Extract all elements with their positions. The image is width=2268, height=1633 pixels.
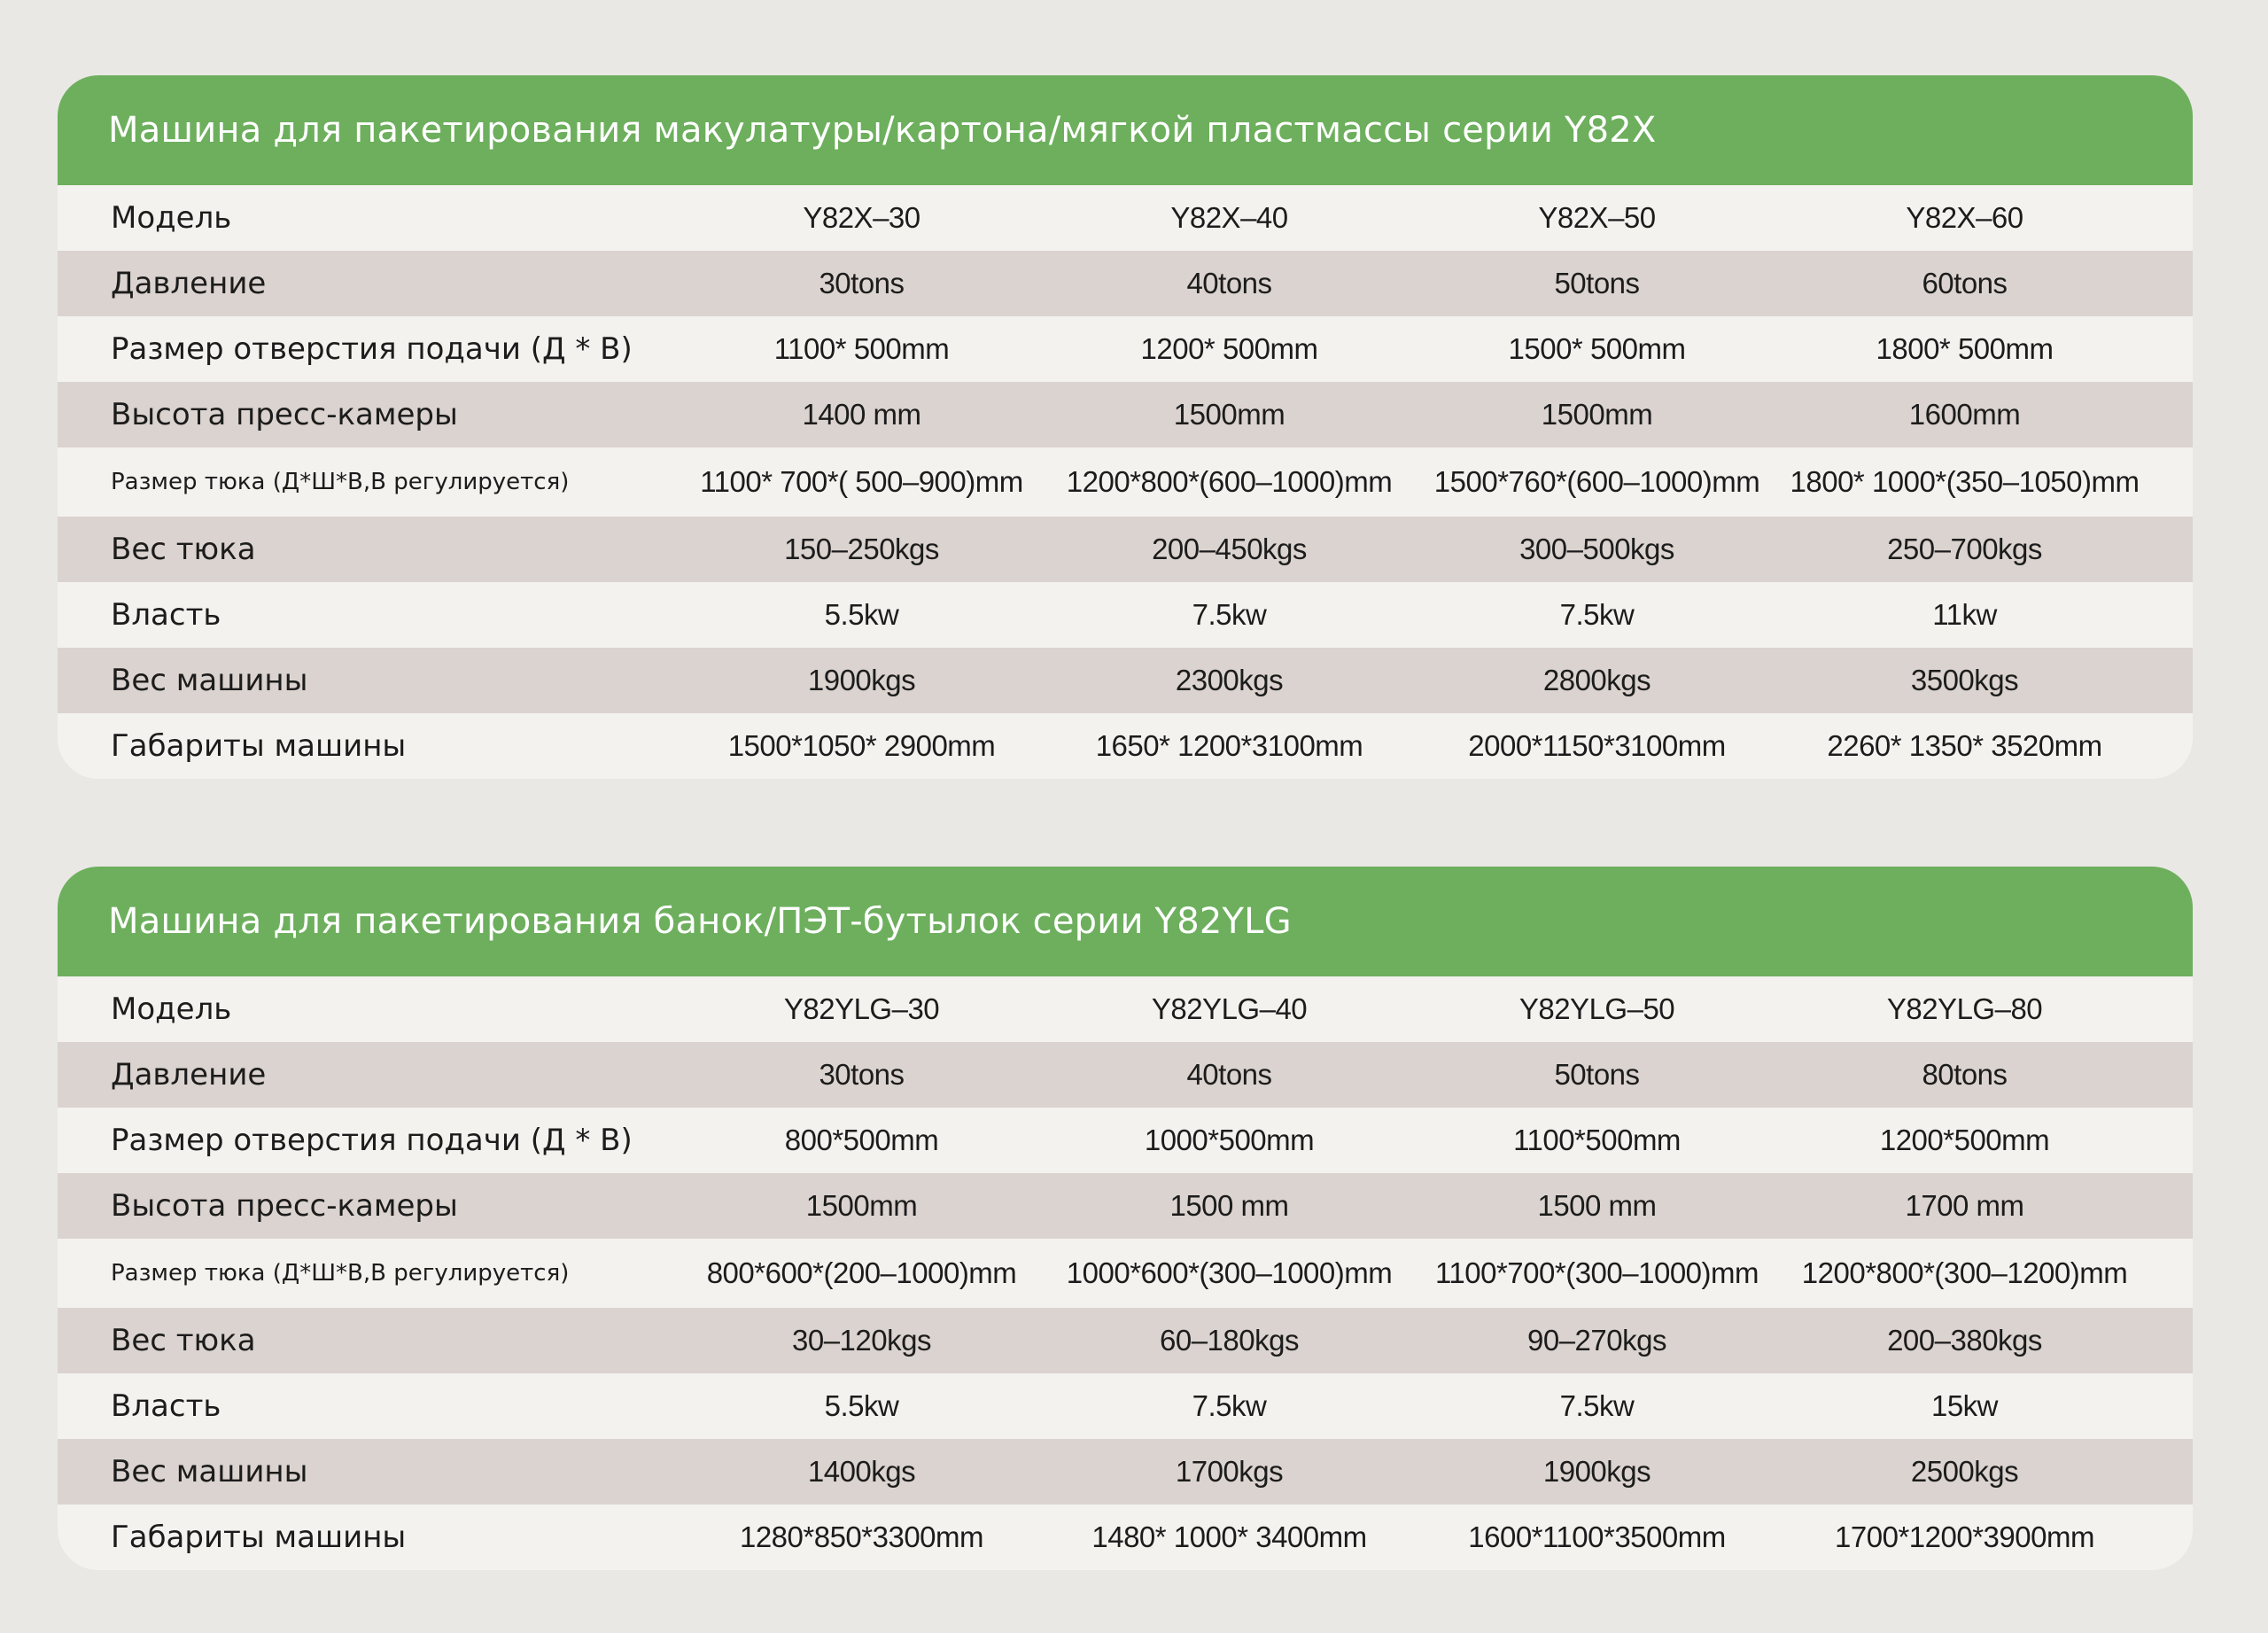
table-cell: 7.5kw — [1192, 1389, 1267, 1422]
row-label: Власть — [111, 1388, 221, 1424]
table-cell: 1700kgs — [1175, 1455, 1284, 1488]
table-cell: 3500kgs — [1910, 664, 2019, 696]
row-label: Размер тюка (Д*Ш*В,В регулируется) — [111, 469, 570, 495]
table-row — [58, 447, 2193, 517]
table-cell: 2300kgs — [1175, 664, 1284, 696]
table-cell: 1200* 500mm — [1140, 332, 1318, 365]
table-cell: Y82X–60 — [1906, 201, 2023, 234]
row-label: Размер отверстия подачи (Д * В) — [111, 1123, 633, 1158]
table-cell: 60tons — [1922, 267, 2008, 299]
spec-table-y82ylg — [58, 867, 2193, 1570]
table-cell: 1200*800*(300–1200)mm — [1801, 1256, 2128, 1289]
table-cell: 7.5kw — [1192, 598, 1267, 631]
spec-table-y82x — [58, 75, 2193, 779]
table-cell: 200–450kgs — [1152, 533, 1307, 565]
table-cell: 60–180kgs — [1160, 1324, 1299, 1357]
table-title: Машина для пакетирования банок/ПЭТ-бутылок серии Y82YLG — [108, 901, 1292, 942]
table-cell: 80tons — [1922, 1058, 2008, 1091]
table-cell: 1480* 1000* 3400mm — [1091, 1520, 1367, 1553]
table-cell: 40tons — [1186, 267, 1272, 299]
row-label: Модель — [111, 200, 232, 236]
table-cell: 1600mm — [1908, 398, 2021, 431]
row-label: Модель — [111, 991, 232, 1027]
table-row — [58, 1505, 2193, 1570]
table-cell: 1900kgs — [807, 664, 916, 696]
row-label: Давление — [111, 266, 267, 301]
table-cell: 1800* 1000*(350–1050)mm — [1790, 465, 2140, 498]
table-header — [58, 75, 2193, 185]
table-cell: 1100* 500mm — [773, 332, 950, 365]
row-label: Вес тюка — [111, 1323, 256, 1358]
row-label: Вес машины — [111, 663, 308, 698]
table-row — [58, 1108, 2193, 1173]
table-row — [58, 713, 2193, 779]
row-label: Давление — [111, 1057, 267, 1093]
row-label: Вес машины — [111, 1454, 308, 1489]
table-cell: 1700 mm — [1905, 1189, 2024, 1222]
table-row — [58, 382, 2193, 447]
table-cell: 1500mm — [805, 1189, 918, 1222]
table-cell: 1500mm — [1541, 398, 1653, 431]
table-cell: 1500*760*(600–1000)mm — [1433, 465, 1760, 498]
table-cell: 2260* 1350* 3520mm — [1827, 729, 2102, 762]
table-cell: 300–500kgs — [1519, 533, 1674, 565]
table-cell: 1000*600*(300–1000)mm — [1066, 1256, 1393, 1289]
table-cell: 150–250kgs — [784, 533, 939, 565]
table-cell: Y82X–50 — [1538, 201, 1656, 234]
table-cell: 7.5kw — [1559, 1389, 1635, 1422]
table-cell: 1200*500mm — [1879, 1124, 2050, 1156]
table-title: Машина для пакетирования макулатуры/картона/мягкой пластмассы серии Y82X — [108, 110, 1657, 151]
table-cell: Y82YLG–80 — [1886, 992, 2043, 1025]
table-row — [58, 1439, 2193, 1505]
table-row — [58, 1308, 2193, 1373]
table-cell: 1500mm — [1173, 398, 1285, 431]
table-cell: 2000*1150*3100mm — [1468, 729, 1726, 762]
table-cell: 50tons — [1554, 1058, 1640, 1091]
table-cell: 1100* 700*( 500–900)mm — [700, 465, 1023, 498]
row-label: Высота пресс-камеры — [111, 397, 458, 432]
table-cell: 1500 mm — [1537, 1189, 1657, 1222]
table-cell: Y82YLG–50 — [1518, 992, 1675, 1025]
table-cell: 1100*700*(300–1000)mm — [1435, 1256, 1759, 1289]
row-label: Габариты машины — [111, 1520, 407, 1555]
table-cell: 1500 mm — [1169, 1189, 1289, 1222]
table-cell: 90–270kgs — [1527, 1324, 1666, 1357]
table-row — [58, 976, 2193, 1042]
table-row — [58, 316, 2193, 382]
table-cell: 1400kgs — [807, 1455, 916, 1488]
table-cell: 15kw — [1930, 1389, 1999, 1422]
row-label: Высота пресс-камеры — [111, 1188, 458, 1224]
table-cell: 1280*850*3300mm — [739, 1520, 984, 1553]
table-row — [58, 251, 2193, 316]
table-cell: 7.5kw — [1559, 598, 1635, 631]
table-cell: 1650* 1200*3100mm — [1095, 729, 1363, 762]
table-cell: 1700*1200*3900mm — [1835, 1520, 2094, 1553]
table-cell: 200–380kgs — [1887, 1324, 2042, 1357]
table-cell: 1400 mm — [802, 398, 921, 431]
table-cell: 800*500mm — [784, 1124, 939, 1156]
table-cell: 5.5kw — [824, 598, 899, 631]
table-cell: Y82X–30 — [803, 201, 920, 234]
table-cell: Y82YLG–40 — [1151, 992, 1308, 1025]
row-label: Габариты машины — [111, 728, 407, 764]
table-cell: 250–700kgs — [1887, 533, 2042, 565]
table-row — [58, 582, 2193, 648]
table-row — [58, 1239, 2193, 1308]
table-row — [58, 1173, 2193, 1239]
table-cell: 1600*1100*3500mm — [1468, 1520, 1726, 1553]
table-cell: 1900kgs — [1542, 1455, 1651, 1488]
table-cell: 1800* 500mm — [1876, 332, 2054, 365]
table-header — [58, 867, 2193, 976]
table-cell: 5.5kw — [824, 1389, 899, 1422]
table-cell: 30tons — [819, 1058, 905, 1091]
table-cell: Y82YLG–30 — [783, 992, 940, 1025]
table-cell: 11kw — [1932, 598, 1997, 631]
table-cell: 1100*500mm — [1513, 1124, 1681, 1156]
table-cell: Y82X–40 — [1170, 201, 1288, 234]
row-label: Власть — [111, 597, 221, 633]
table-cell: 1500* 500mm — [1508, 332, 1686, 365]
table-cell: 30–120kgs — [792, 1324, 931, 1357]
table-cell: 2800kgs — [1542, 664, 1651, 696]
table-row — [58, 1373, 2193, 1439]
table-cell: 1000*500mm — [1144, 1124, 1315, 1156]
row-label: Размер отверстия подачи (Д * В) — [111, 331, 633, 367]
table-cell: 30tons — [819, 267, 905, 299]
table-cell: 1500*1050* 2900mm — [727, 729, 996, 762]
row-label: Вес тюка — [111, 532, 256, 567]
table-cell: 2500kgs — [1910, 1455, 2019, 1488]
row-label: Размер тюка (Д*Ш*В,В регулируется) — [111, 1260, 570, 1287]
table-row — [58, 648, 2193, 713]
table-row — [58, 517, 2193, 582]
table-cell: 40tons — [1186, 1058, 1272, 1091]
table-row — [58, 1042, 2193, 1108]
table-row — [58, 185, 2193, 251]
table-cell: 1200*800*(600–1000)mm — [1066, 465, 1393, 498]
table-cell: 50tons — [1554, 267, 1640, 299]
table-cell: 800*600*(200–1000)mm — [706, 1256, 1017, 1289]
